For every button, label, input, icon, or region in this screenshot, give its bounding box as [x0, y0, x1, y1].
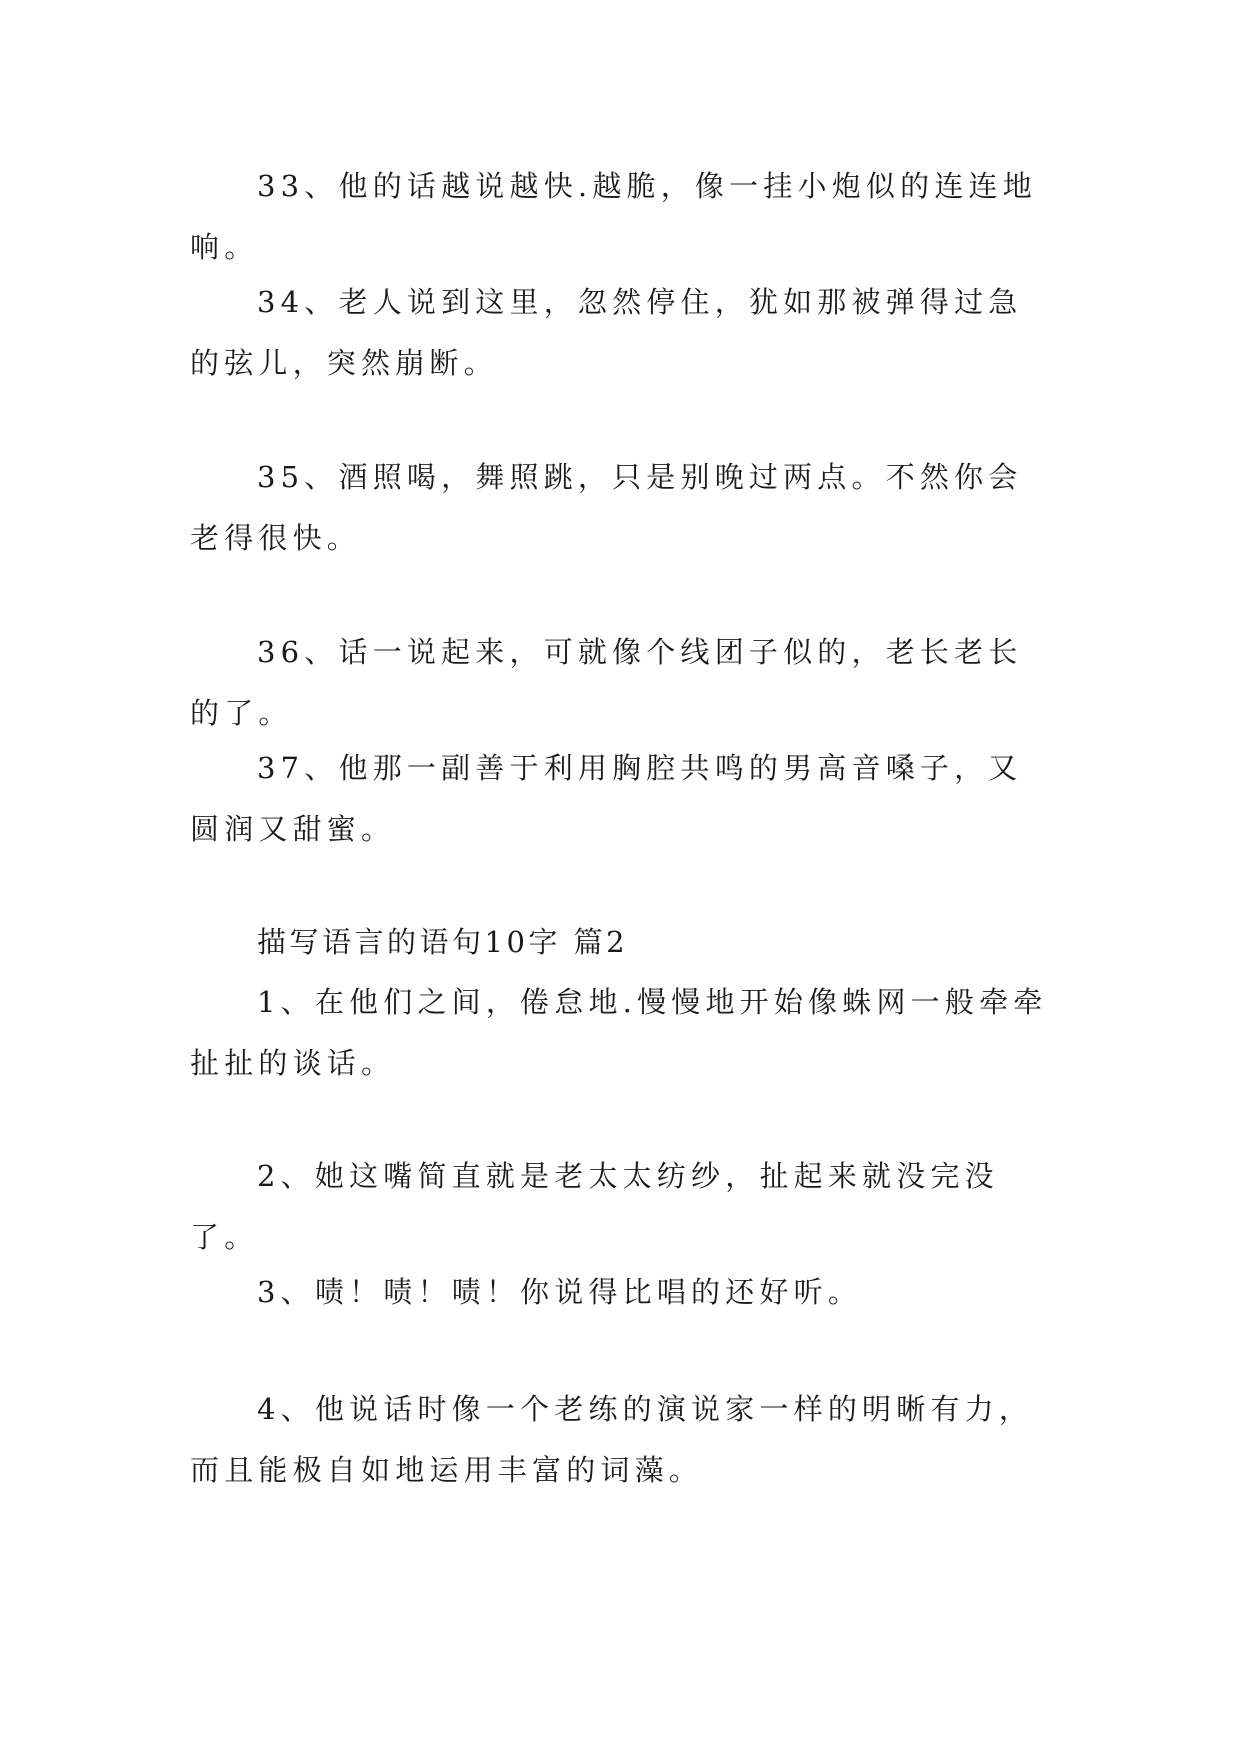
sentence-35: 35、酒照喝，舞照跳，只是别晚过两点。不然你会老得很快。 — [190, 460, 1023, 555]
section2-sentence-1: 1、在他们之间，倦怠地.慢慢地开始像蛛网一般牵牵扯扯的谈话。 — [190, 985, 1048, 1080]
section-heading: 描写语言的语句10字 篇2 — [257, 925, 629, 959]
sentence-37: 37、他那一副善于利用胸腔共鸣的男高音嗓子，又圆润又甜蜜。 — [190, 751, 1023, 846]
sentence-36: 36、话一说起来，可就像个线团子似的，老长老长的了。 — [190, 635, 1023, 730]
section2-sentence-3: 3、啧！啧！啧！你说得比唱的还好听。 — [257, 1275, 863, 1309]
sentence-34: 34、老人说到这里，忽然停住，犹如那被弹得过急的弦儿，突然崩断。 — [190, 285, 1023, 380]
section2-sentence-2: 2、她这嘴简直就是老太太纺纱，扯起来就没完没了。 — [190, 1159, 999, 1254]
sentence-33: 33、他的话越说越快.越脆，像一挂小炮似的连连地响。 — [190, 169, 1037, 264]
section2-sentence-4: 4、他说话时像一个老练的演说家一样的明晰有力，而且能极自如地运用丰富的词藻。 — [190, 1392, 1034, 1487]
